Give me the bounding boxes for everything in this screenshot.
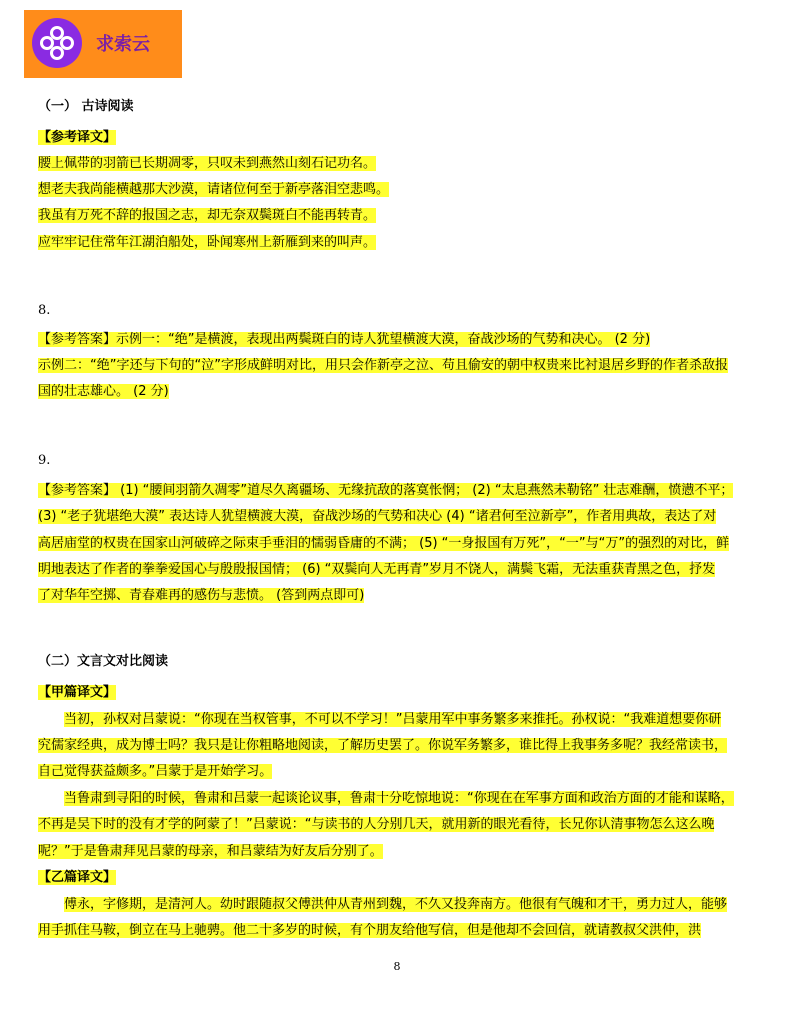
answer-line: 示例二：“绝”字还与下句的“泣”字形成鲜明对比，用只会作新亭之泣、苟且偷安的朝中权贵来比衬退居乡野的作者杀敌报 <box>38 358 728 373</box>
logo <box>24 10 182 78</box>
text-line: 究儒家经典，成为博士吗？我只是让你粗略地阅读，了解历史罢了。你说军务繁多，谁比得上我事务多呢？我经常读书， <box>38 738 728 753</box>
answer-line: 高居庙堂的权贵在国家山河破碎之际束手垂泪的懦弱昏庸的不满； (5) “一身报国有万死”，“一”与“万”的强烈的对比，鲜 <box>38 536 730 551</box>
section-tag: 【甲篇译文】 <box>38 685 117 700</box>
text-line: 呢？”于是鲁肃拜见吕蒙的母亲，和吕蒙结为好友后分别了。 <box>38 844 383 859</box>
flower-logo-icon <box>32 18 82 68</box>
text-line: 用手抓住马鞍，倒立在马上驰骋。他二十多岁的时候，有个朋友给他写信，但是他却不会回信，就请教叔父洪仲，洪 <box>38 923 702 938</box>
text-line: 我虽有万死不辞的报国之志，却无奈双鬓斑白不能再转青。 <box>38 208 377 223</box>
section-heading: （一） 古诗阅读 <box>38 99 134 114</box>
section-heading: （二）文言文对比阅读 <box>38 654 169 669</box>
logo-text: 求索云 <box>96 34 150 55</box>
answer-line: 【参考答案】 (1) “腰间羽箭久凋零”道尽久离疆场、无缘抗敌的落寞怅惘； (2) “太息燕然未勒铭” 壮志难酬，愤懑不平； <box>38 483 734 498</box>
page-number: 8 <box>393 960 401 973</box>
text-line: 不再是吴下时的没有才学的阿蒙了！”吕蒙说：“与读书的人分别几天，就用新的眼光看待，长兄你认清事物怎么这么晚 <box>38 817 715 832</box>
text-line: 应牢牢记住常年江湖泊船处，卧闻寒州上新雁到来的叫声。 <box>38 235 377 250</box>
answer-line: 明地表达了作者的拳拳爱国心与殷殷报国情； (6) “双鬓向人无再青”岁月不饶人，满鬓飞霜，无法重获青黑之色，抒发 <box>38 562 716 577</box>
answer-line: 了对华年空掷、青春难再的感伤与悲愤。 (答到两点即可) <box>38 588 365 603</box>
text-line: 想老夫我尚能横越那大沙漠，请诸位何至于新亭落泪空悲鸣。 <box>38 182 390 197</box>
text-line: 腰上佩带的羽箭已长期凋零，只叹未到燕然山刻石记功名。 <box>38 156 377 171</box>
question-number: 9. <box>38 453 51 468</box>
text-line: 自己觉得获益颇多。”吕蒙于是开始学习。 <box>38 764 273 779</box>
text-line: 当鲁肃到寻阳的时候，鲁肃和吕蒙一起谈论议事，鲁肃十分吃惊地说：“你现在在军事方面和政治方面的才能和谋略， <box>64 791 734 806</box>
section-tag: 【乙篇译文】 <box>38 870 117 885</box>
question-number: 8. <box>38 303 51 318</box>
answer-line: 【参考答案】示例一：“绝”是横渡，表现出两鬓斑白的诗人犹望横渡大漠，奋战沙场的气势和决心。 (2 分) <box>38 332 651 347</box>
text-line: 当初，孙权对吕蒙说：“你现在当权管事，不可以不学习！”吕蒙用军中事务繁多来推托。孙权说：“我难道想要你研 <box>64 712 722 727</box>
answer-line: 国的壮志雄心。 (2 分) <box>38 384 169 399</box>
text-line: 傅永，字修期，是清河人。幼时跟随叔父傅洪仲从青州到魏，不久又投奔南方。他很有气魄和才干，勇力过人，能够 <box>64 897 728 912</box>
section-tag: 【参考译文】 <box>38 130 117 145</box>
answer-line: (3) “老子犹堪绝大漠” 表达诗人犹望横渡大漠，奋战沙场的气势和决心 (4) “诸君何至泣新亭”，作者用典故，表达了对 <box>38 509 717 524</box>
